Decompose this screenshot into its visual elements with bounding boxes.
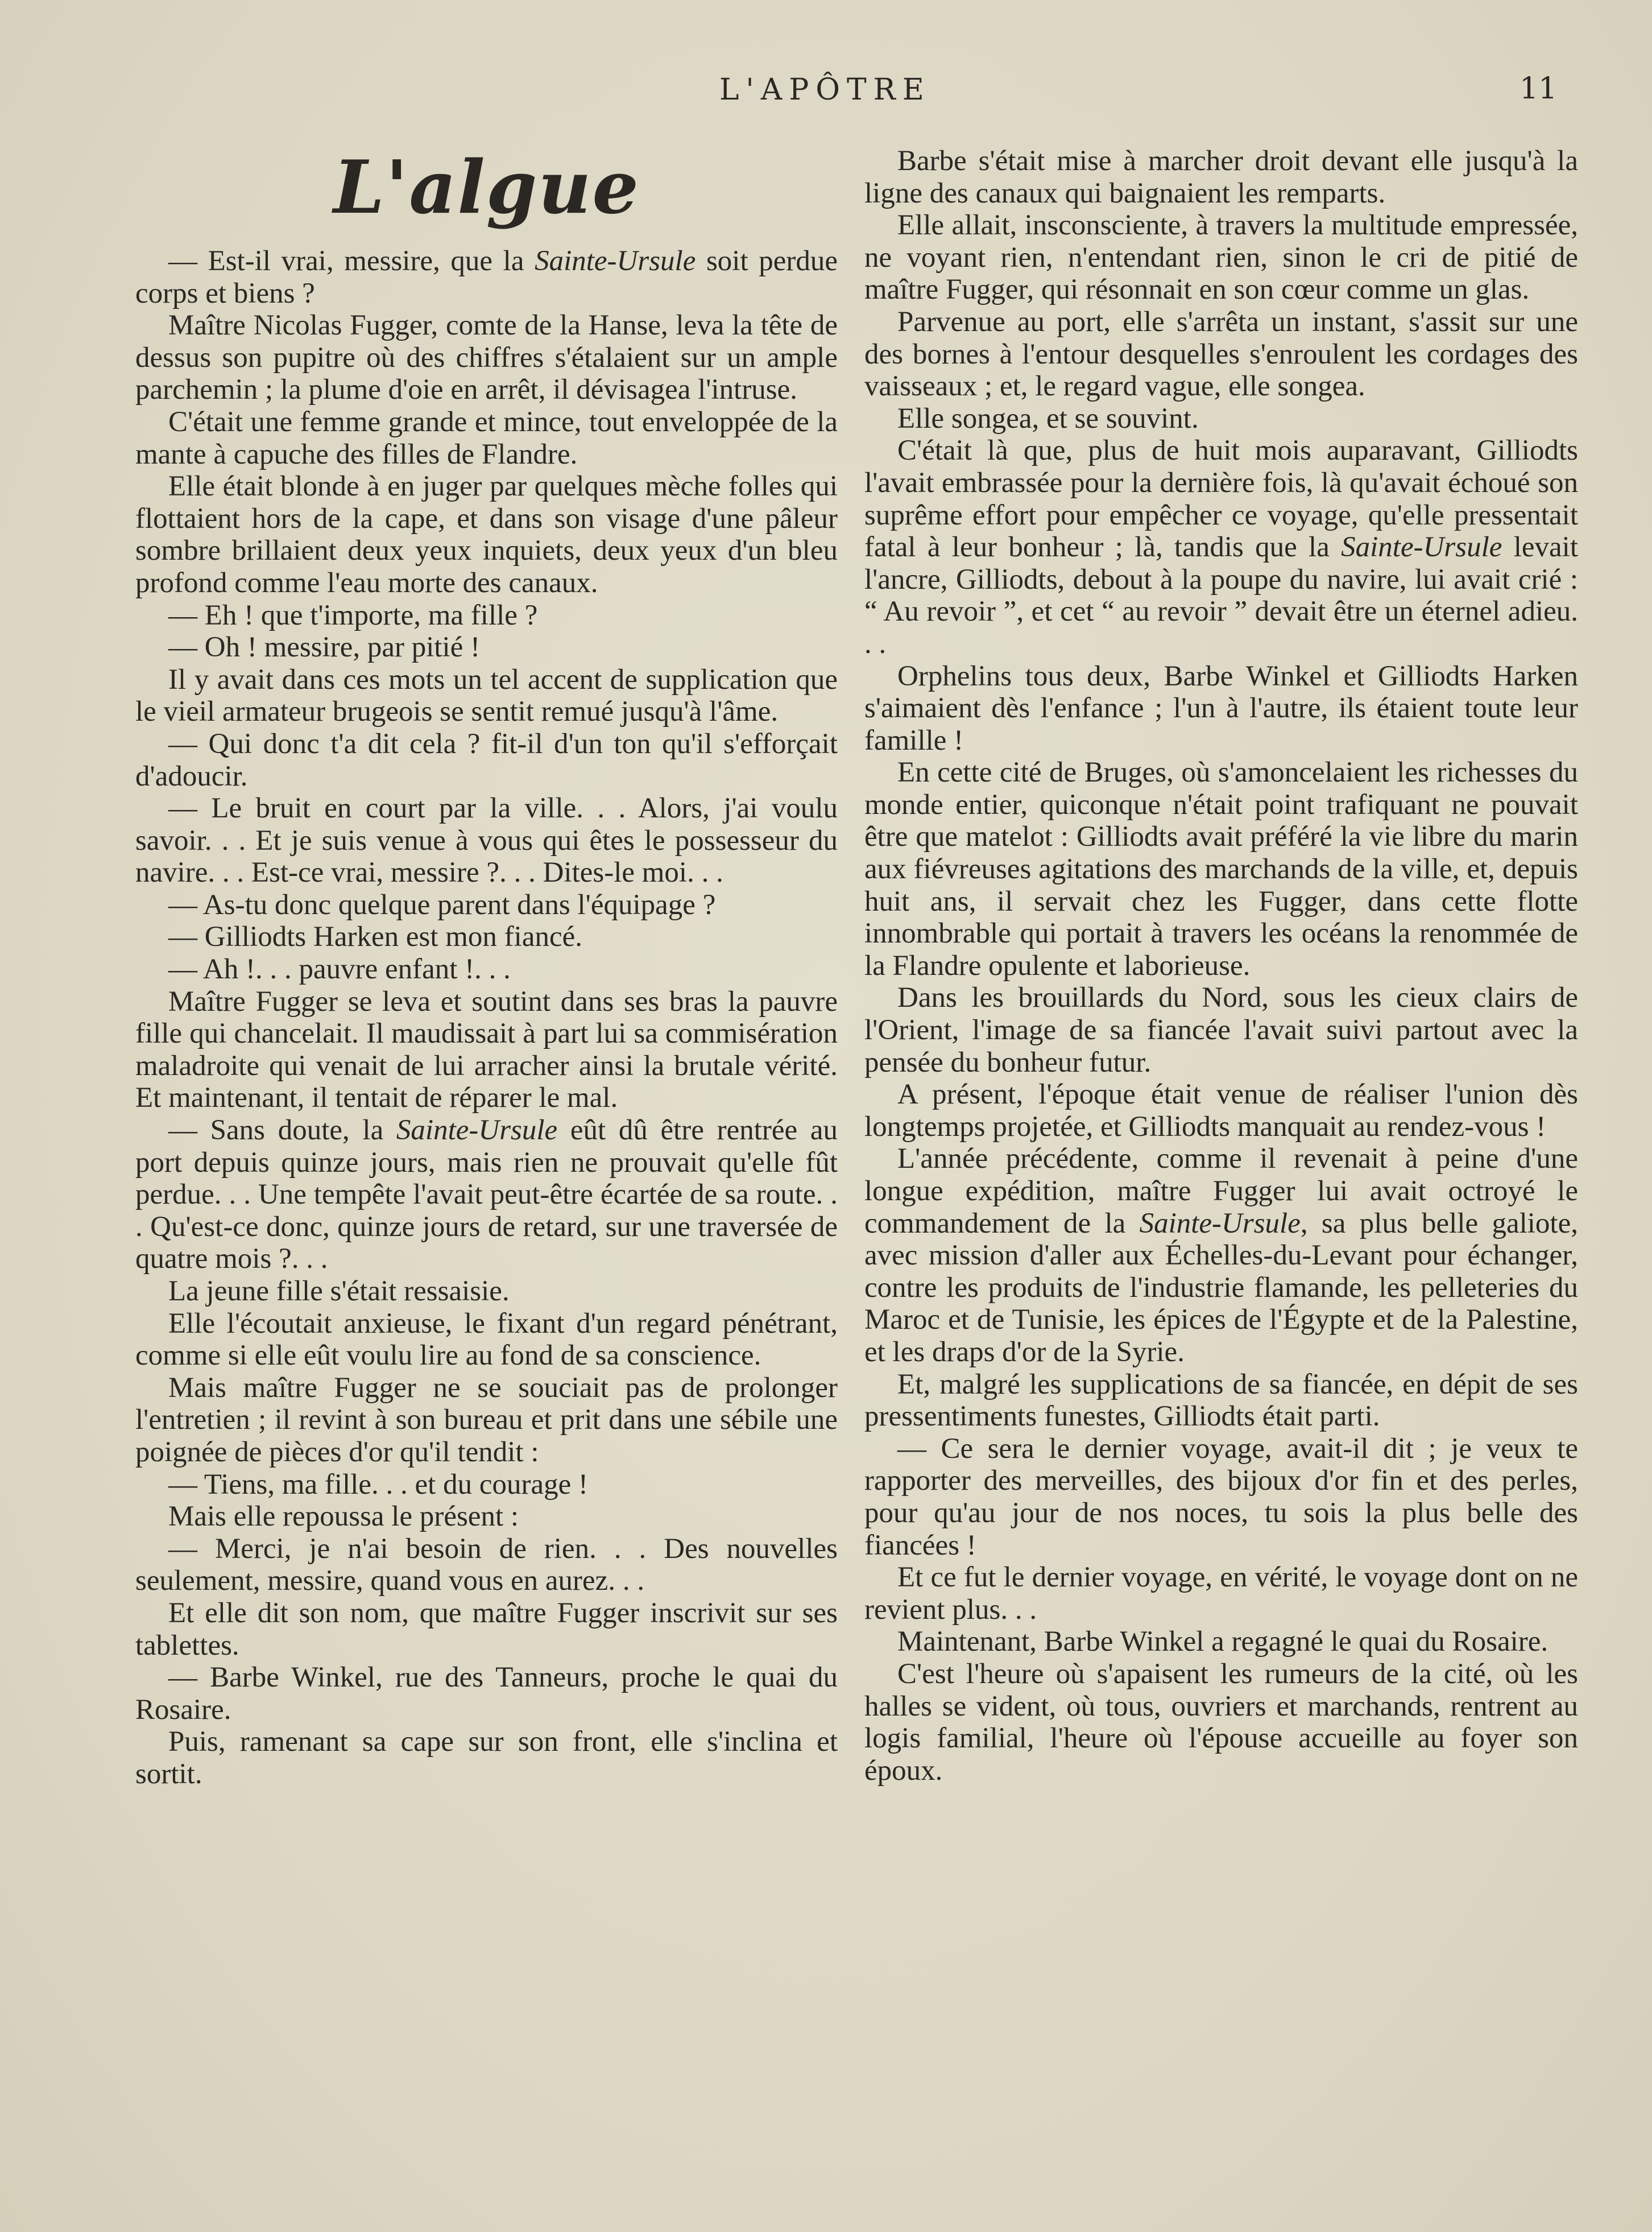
text-run: A présent, l'époque était venue de réaliser l'union dès longtemps projetée, et Gilliodts manquait au rendez-vous !	[864, 1078, 1578, 1143]
text-run: Maître Nicolas Fugger, comte de la Hanse, leva la tête de dessus son pupitre où des chiffres s'étalaient sur un ample parchemin ; la plume d'oie en arrêt, il dévisagea l'intruse.	[135, 309, 838, 406]
text-run: — Barbe Winkel, rue des Tanneurs, proche le quai du Rosaire.	[135, 1661, 838, 1726]
text-run: Et, malgré les supplications de sa fiancée, en dépit de ses pressentiments funestes, Gilliodts était parti.	[864, 1368, 1578, 1433]
text-run: — Eh ! que t'importe, ma fille ?	[168, 599, 538, 631]
text-run: Dans les brouillards du Nord, sous les cieux clairs de l'Orient, l'image de sa fiancée l'avait suivi partout avec la pensée du bonheur futur.	[864, 982, 1578, 1078]
text-run: Barbe s'était mise à marcher droit devant elle jusqu'à la ligne des canaux qui baignaient les remparts.	[864, 145, 1578, 209]
italic-text: Sainte-Ursule	[396, 1114, 558, 1147]
paragraph	[864, 1433, 1578, 1561]
paragraph	[135, 792, 838, 889]
paragraph	[135, 1726, 838, 1790]
text-run: — Le bruit en court par la ville. . . Alors, j'ai voulu savoir. . . Et je suis venue à vous qui êtes le possesseur du navire. . . Est-ce vrai, messire ?. . . Dites-le moi. . .	[135, 792, 838, 889]
paragraph	[864, 145, 1578, 209]
text-run: Il y avait dans ces mots un tel accent de supplication que le vieil armateur brugeois se sentit remué jusqu'à l'âme.	[135, 663, 838, 728]
text-run: — As-tu donc quelque parent dans l'équipage ?	[168, 888, 716, 921]
text-run: — Merci, je n'ai besoin de rien. . . Des nouvelles seulement, messire, quand vous en aurez. . .	[135, 1532, 838, 1597]
paragraph	[864, 1078, 1578, 1143]
text-run: Et elle dit son nom, que maître Fugger inscrivit sur ses tablettes.	[135, 1597, 838, 1661]
paragraph	[135, 1661, 838, 1726]
text-run: levait l'ancre, Gilliodts, debout à la poupe du navire, lui avait crié : “ Au revoir ”, et cet “ au revoir ” devait être un éternel adieu. . .	[864, 531, 1578, 660]
paragraph	[135, 1469, 838, 1501]
text-run: — Gilliodts Harken est mon fiancé.	[168, 921, 582, 953]
text-run: — Est-il vrai, messire, que la	[168, 245, 535, 277]
paragraph	[135, 1275, 838, 1308]
text-run: Mais elle repoussa le présent :	[168, 1501, 519, 1533]
paragraph	[864, 660, 1578, 757]
paragraph	[135, 953, 838, 986]
text-run: , sa plus belle galiote, avec mission d'aller aux Échelles-du-Levant pour échanger, contre les produits de l'industrie flamande, les pelleteries du Maroc et de Tunisie, les épices de l'Égypte et de la Palestine, et les draps d'or de la Syrie.	[864, 1207, 1578, 1368]
text-run: Parvenue au port, elle s'arrêta un instant, s'assit sur une des bornes à l'entour desquelles s'enroulent les cordages des vaisseaux ; et, le regard vague, elle songea.	[864, 305, 1578, 403]
right-column	[864, 145, 1578, 1787]
article-title: L'algue	[333, 145, 640, 230]
paragraph	[135, 664, 838, 728]
paragraph	[864, 435, 1578, 660]
paragraph	[864, 306, 1578, 403]
text-run: Puis, ramenant sa cape sur son front, elle s'inclina et sortit.	[135, 1726, 838, 1790]
paragraph	[135, 600, 838, 632]
text-run: — Qui donc t'a dit cela ? fit-il d'un ton qu'il s'efforçait d'adoucir.	[135, 728, 838, 792]
text-run: C'était là que, plus de huit mois auparavant, Gilliodts l'avait embrassée pour la dernière fois, là qu'avait échoué son suprême effort pour empêcher ce voyage, qu'elle pressentait fatal à leur bonheur ; là, tandis que la	[864, 435, 1578, 564]
paragraph	[135, 889, 838, 921]
italic-text: Sainte-Ursule	[535, 245, 696, 277]
paragraph	[864, 209, 1578, 306]
text-run: Elle songea, et se souvint.	[897, 402, 1199, 435]
paragraph	[864, 403, 1578, 435]
italic-text: Sainte-Ursule	[1341, 531, 1502, 564]
text-run: — Ce sera le dernier voyage, avait-il dit ; je veux te rapporter des merveilles, des bijoux d'or fin et des perles, pour qu'au jour de nos noces, tu sois la plus belle des fiancées !	[864, 1432, 1578, 1561]
text-run: — Sans doute, la	[168, 1114, 396, 1147]
text-run: C'était une femme grande et mince, tout enveloppée de la mante à capuche des filles de Flandre.	[135, 406, 838, 470]
paragraph	[864, 982, 1578, 1078]
text-run: Et ce fut le dernier voyage, en vérité, le voyage dont on ne revient plus. . .	[864, 1561, 1578, 1626]
paragraph	[135, 1533, 838, 1597]
paragraph	[864, 757, 1578, 982]
text-run: L'année précédente, comme il revenait à peine d'une longue expédition, maître Fugger lui avait octroyé le commandement de la	[864, 1143, 1578, 1239]
paragraph	[135, 728, 838, 792]
paragraph	[864, 1658, 1578, 1787]
paragraph	[135, 470, 838, 599]
paragraph	[135, 921, 838, 953]
text-run: — Tiens, ma fille. . . et du courage !	[168, 1468, 588, 1501]
italic-text: Sainte-Ursule	[1139, 1207, 1301, 1239]
text-run: Maître Fugger se leva et soutint dans ses bras la pauvre fille qui chancelait. Il maudissait à part lui sa commisération maladroite qui venait de lui arracher ainsi la brutale vérité. Et maintenant, il tentait de réparer le mal.	[135, 985, 838, 1114]
paragraph	[135, 309, 838, 406]
paragraph	[864, 1143, 1578, 1368]
paragraph	[135, 245, 838, 309]
text-run: La jeune fille s'était ressaisie.	[168, 1275, 510, 1307]
text-run: — Oh ! messire, par pitié !	[168, 631, 481, 664]
page-number: 11	[1519, 72, 1558, 106]
paragraph	[135, 1372, 838, 1469]
text-run: Orphelins tous deux, Barbe Winkel et Gilliodts Harken s'aimaient dès l'enfance ; l'un à l'autre, ils étaient toute leur famille !	[864, 660, 1578, 757]
text-run: Mais maître Fugger ne se souciait pas de prolonger l'entretien ; il revint à son bureau et prit dans une sébile une poignée de pièces d'or qu'il tendit :	[135, 1371, 838, 1468]
text-run: Elle allait, insconsciente, à travers la multitude empressée, ne voyant rien, n'entendant rien, sinon le cri de pitié de maître Fugger, qui résonnait en son cœur comme un glas.	[864, 209, 1578, 306]
running-title: L'APÔTRE	[719, 73, 931, 107]
paragraph	[864, 1626, 1578, 1658]
paragraph	[135, 631, 838, 664]
text-run: C'est l'heure où s'apaisent les rumeurs de la cité, où les halles se vident, où tous, ouvriers et marchands, rentrent au logis familial, l'heure où l'épouse accueille au foyer son époux.	[864, 1658, 1578, 1787]
text-run: En cette cité de Bruges, où s'amoncelaient les richesses du monde entier, quiconque n'était point trafiquant ne pouvait être que matelot : Gilliodts avait préféré la vie libre du marin aux fiévreuses agitations des marchands de la ville, et, depuis huit ans, il servait chez les Fugger, dans cette flotte innombrable qui portait à travers les océans la renommée de la Flandre opulente et laborieuse.	[864, 757, 1578, 982]
paragraph	[135, 1501, 838, 1533]
text-run: eût dû être rentrée au port depuis quinze jours, mais rien ne prouvait qu'elle fût perdue. . . Une tempête l'avait peut-être écartée de sa route. . . Qu'est-ce donc, quinze jours de retard, sur une traversée de quatre mois ?. . .	[135, 1114, 838, 1275]
paragraph	[864, 1561, 1578, 1626]
paragraph	[135, 1308, 838, 1372]
text-run: Elle était blonde à en juger par quelques mèche folles qui flottaient hors de la cape, et dans son visage d'une pâleur sombre brillaient deux yeux inquiets, deux yeux d'un bleu profond comme l'eau morte des canaux.	[135, 470, 838, 599]
paragraph	[135, 1597, 838, 1661]
paragraph	[864, 1369, 1578, 1433]
text-run: — Ah !. . . pauvre enfant !. . .	[168, 953, 511, 986]
paragraph	[135, 986, 838, 1114]
text-run: Maintenant, Barbe Winkel a regagné le quai du Rosaire.	[897, 1626, 1549, 1658]
paragraph	[135, 406, 838, 470]
left-column	[135, 245, 838, 1791]
paragraph	[135, 1114, 838, 1275]
text-run: soit perdue corps et biens ?	[135, 245, 838, 309]
text-run: Elle l'écoutait anxieuse, le fixant d'un regard pénétrant, comme si elle eût voulu lire au fond de sa conscience.	[135, 1307, 838, 1372]
